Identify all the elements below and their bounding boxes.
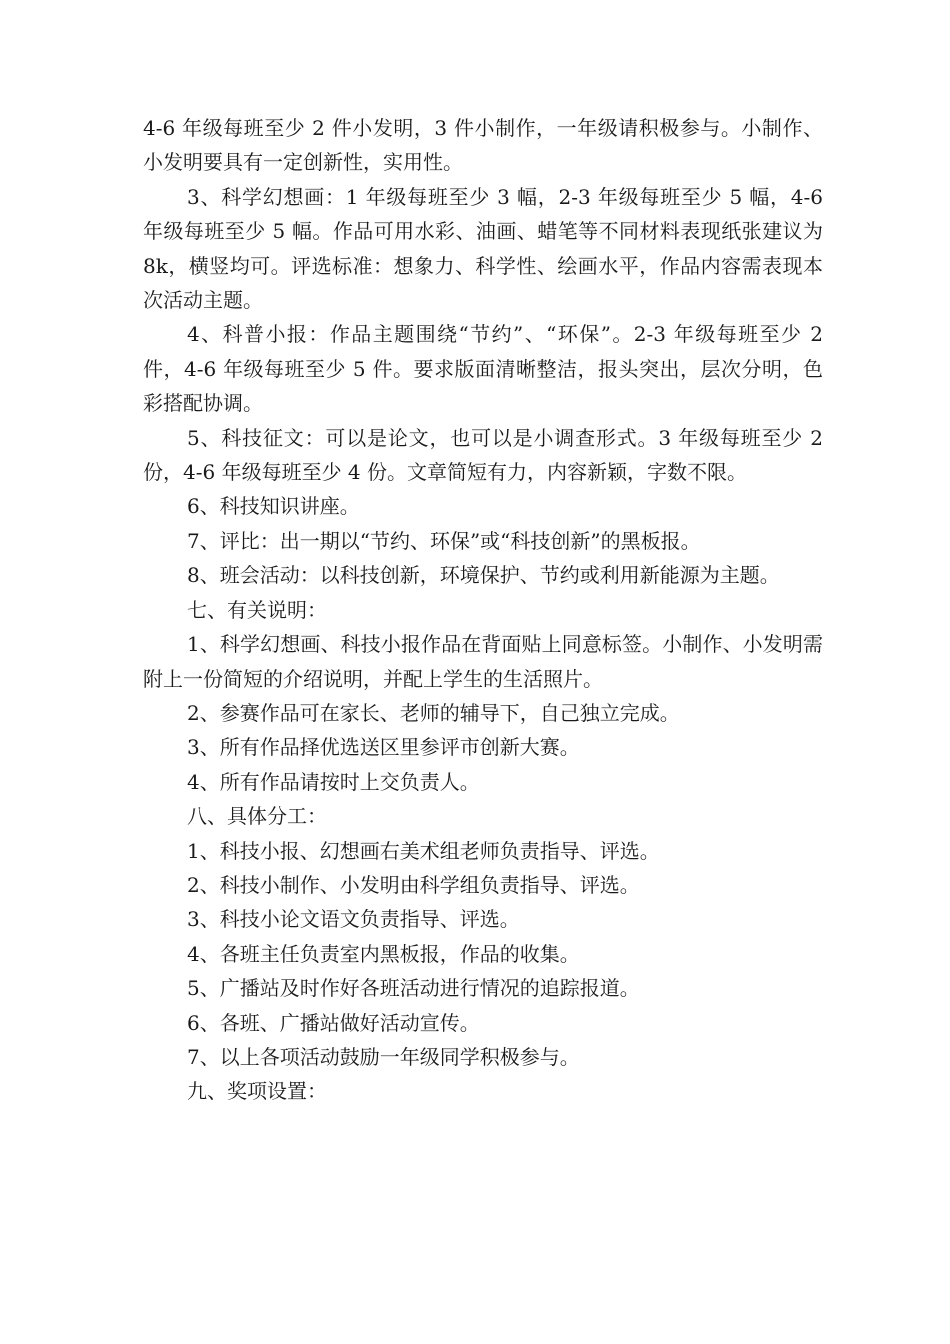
section-heading-awards: 九、奖项设置：	[187, 1079, 327, 1104]
section-heading-division: 八、具体分工：	[187, 804, 327, 829]
paragraph-division-5: 5、广播站及时作好各班活动进行情况的追踪报道。	[187, 976, 640, 1001]
document-body	[143, 111, 823, 1109]
paragraph-note-1: 1、科学幻想画、科技小报作品在背面贴上同意标签。小制作、小发明需附上一份简短的介绍说明，并配上学生的生活照片。	[143, 632, 823, 691]
paragraph-division-2: 2、科技小制作、小发明由科学组负责指导、评选。	[187, 872, 640, 897]
paragraph-class-meeting: 8、班会活动：以科技创新，环境保护、节约或利用新能源为主题。	[187, 563, 780, 588]
paragraph-division-1: 1、科技小报、幻想画右美术组老师负责指导、评选。	[187, 838, 660, 863]
paragraph-note-2: 2、参赛作品可在家长、老师的辅导下，自己独立完成。	[187, 700, 680, 725]
paragraph-division-4: 4、各班主任负责室内黑板报，作品的收集。	[187, 941, 580, 966]
paragraph-continuation: 4-6 年级每班至少 2 件小发明，3 件小制作，一年级请积极参与。小制作、小发明要具有一定创新性，实用性。	[143, 116, 823, 175]
paragraph-division-6: 6、各班、广播站做好活动宣传。	[187, 1010, 480, 1035]
paragraph-blackboard-contest: 7、评比：出一期以“节约、环保”或“科技创新”的黑板报。	[187, 528, 701, 553]
paragraph-science-lecture: 6、科技知识讲座。	[187, 494, 360, 519]
paragraph-division-7: 7、以上各项活动鼓励一年级同学积极参与。	[187, 1044, 580, 1069]
section-heading-notes: 七、有关说明：	[187, 597, 327, 622]
paragraph-division-3: 3、科技小论文语文负责指导、评选。	[187, 907, 520, 932]
paragraph-science-newspaper: 4、科普小报：作品主题围绕“节约”、“环保”。2-3 年级每班至少 2 件，4-6 年级每班至少 5 件。要求版面清晰整洁，报头突出，层次分明，色彩搭配协调。	[143, 322, 823, 416]
paragraph-note-4: 4、所有作品请按时上交负责人。	[187, 769, 480, 794]
paragraph-science-essay: 5、科技征文：可以是论文，也可以是小调查形式。3 年级每班至少 2 份，4-6 年级每班至少 4 份。文章简短有力，内容新颖，字数不限。	[143, 425, 823, 485]
paragraph-note-3: 3、所有作品择优选送区里参评市创新大赛。	[187, 735, 580, 760]
paragraph-science-fantasy-painting: 3、科学幻想画：1 年级每班至少 3 幅，2-3 年级每班至少 5 幅，4-6 年级每班至少 5 幅。作品可用水彩、油画、蜡笔等不同材料表现纸张建议为 8k，横竖均可。评选标准：想象力、科学性、绘画水平，作品内容需表现本次活动主题。	[143, 184, 823, 313]
